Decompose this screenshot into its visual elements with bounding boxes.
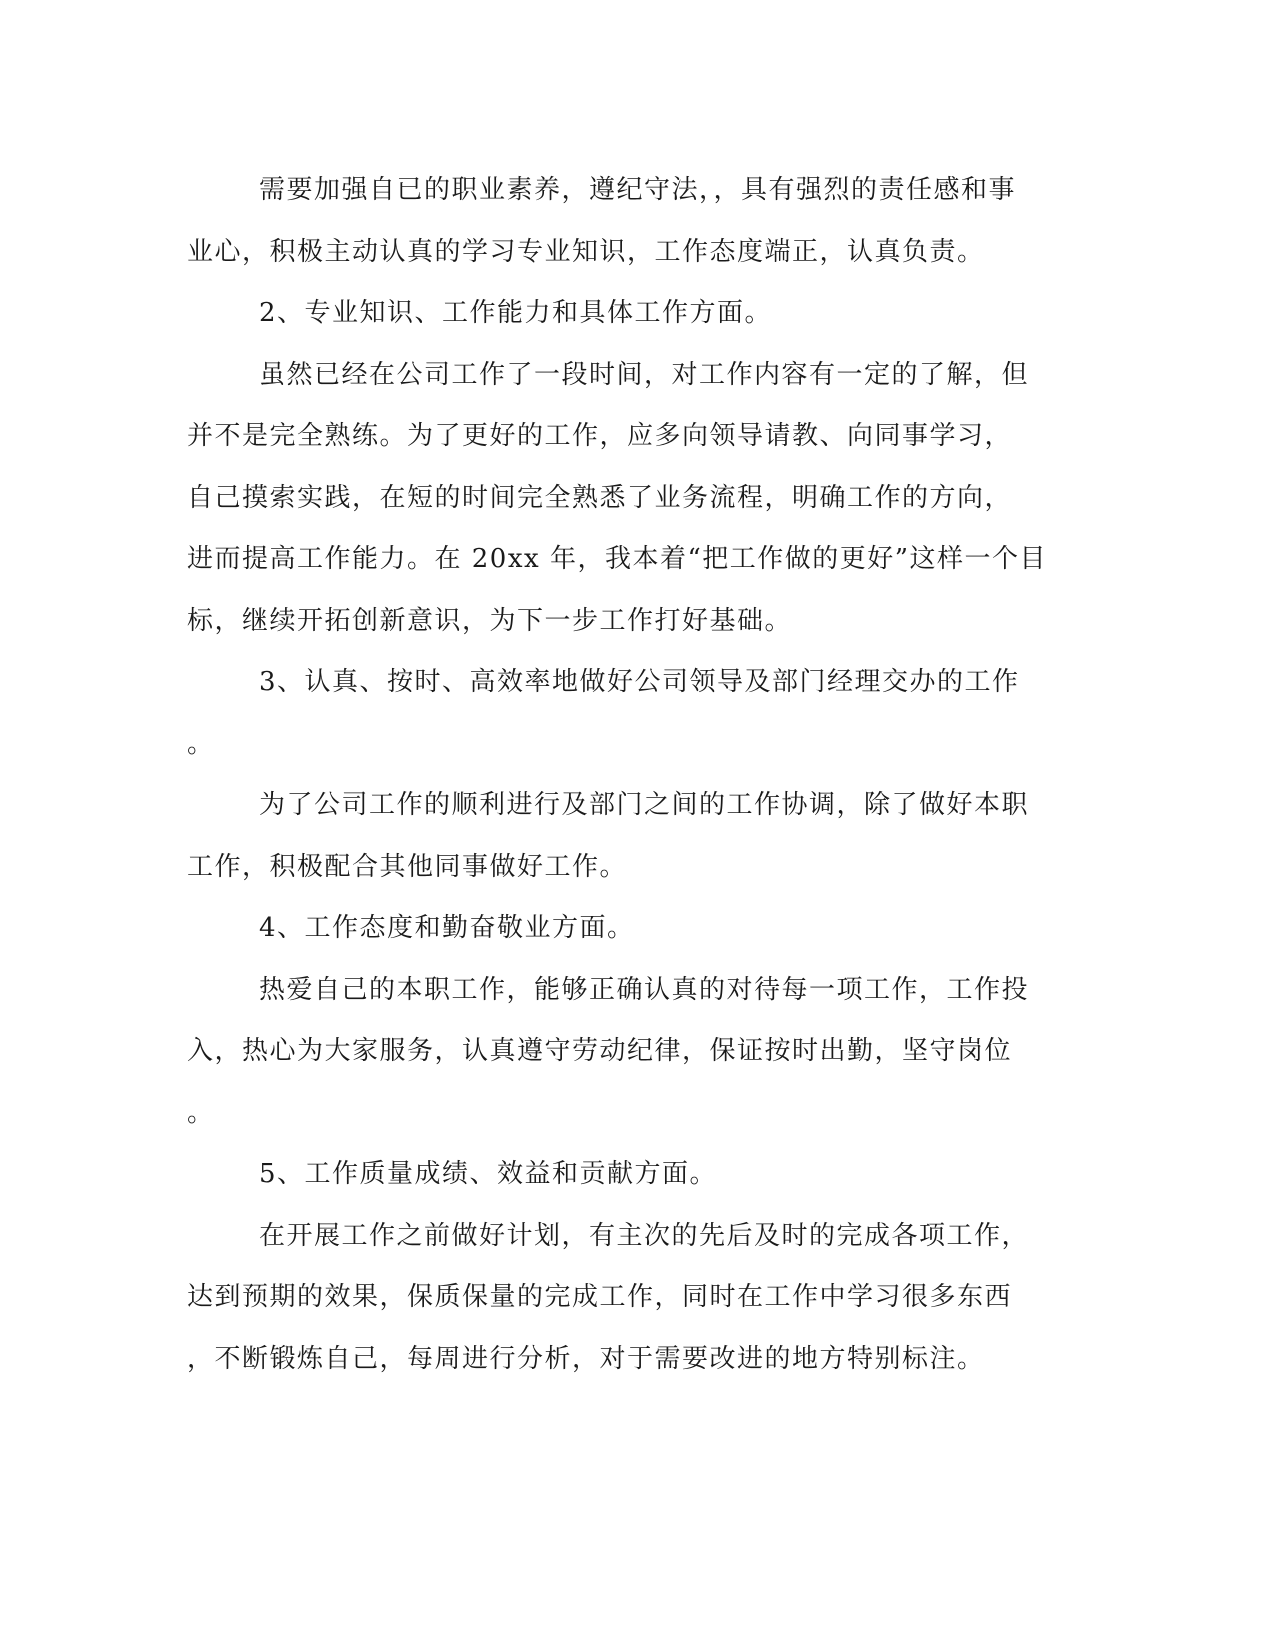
- text-line: 标，继续开拓创新意识，为下一步工作打好基础。: [187, 605, 793, 636]
- text-line: 进而提高工作能力。在 20xx 年，我本着“把工作做的更好”这样一个目: [187, 544, 1048, 574]
- text-line: 业心，积极主动认真的学习专业知识，工作态度端正，认真负责。: [187, 236, 985, 267]
- text-line: 并不是完全熟练。为了更好的工作，应多向领导请教、向同事学习，: [187, 421, 1013, 451]
- text-line: 虽然已经在公司工作了一段时间，对工作内容有一定的了解，但: [259, 359, 1030, 390]
- text-line: 达到预期的效果，保质保量的完成工作，同时在工作中学习很多东西: [187, 1282, 1013, 1312]
- text-line: 热爱自己的本职工作，能够正确认真的对待每一项工作，工作投: [259, 974, 1030, 1005]
- section-heading: 5、工作质量成绩、效益和贡献方面。: [259, 1159, 718, 1189]
- text-line: ，不断锻炼自己，每周进行分析，对于需要改进的地方特别标注。: [187, 1343, 985, 1374]
- section-heading: 3、认真、按时、高效率地做好公司领导及部门经理交办的工作: [259, 667, 1020, 697]
- text-line: 。: [187, 1097, 215, 1128]
- section-heading: 4、工作态度和勤奋敬业方面。: [259, 913, 635, 943]
- text-line: 工作，积极配合其他同事做好工作。: [187, 851, 628, 882]
- text-line: 自己摸索实践，在短的时间完全熟悉了业务流程，明确工作的方向，: [187, 482, 1013, 513]
- text-line: 入，热心为大家服务，认真遵守劳动纪律，保证按时出勤，坚守岗位: [187, 1036, 1013, 1066]
- text-line: 在开展工作之前做好计划，有主次的先后及时的完成各项工作，: [259, 1220, 1030, 1251]
- document-body: [187, 160, 1067, 1390]
- text-line: 。: [187, 728, 215, 759]
- text-line: 为了公司工作的顺利进行及部门之间的工作协调，除了做好本职: [259, 790, 1030, 820]
- text-line: 需要加强自已的职业素养，遵纪守法，，具有强烈的责任感和事: [259, 175, 1017, 205]
- section-heading: 2、专业知识、工作能力和具体工作方面。: [259, 298, 773, 328]
